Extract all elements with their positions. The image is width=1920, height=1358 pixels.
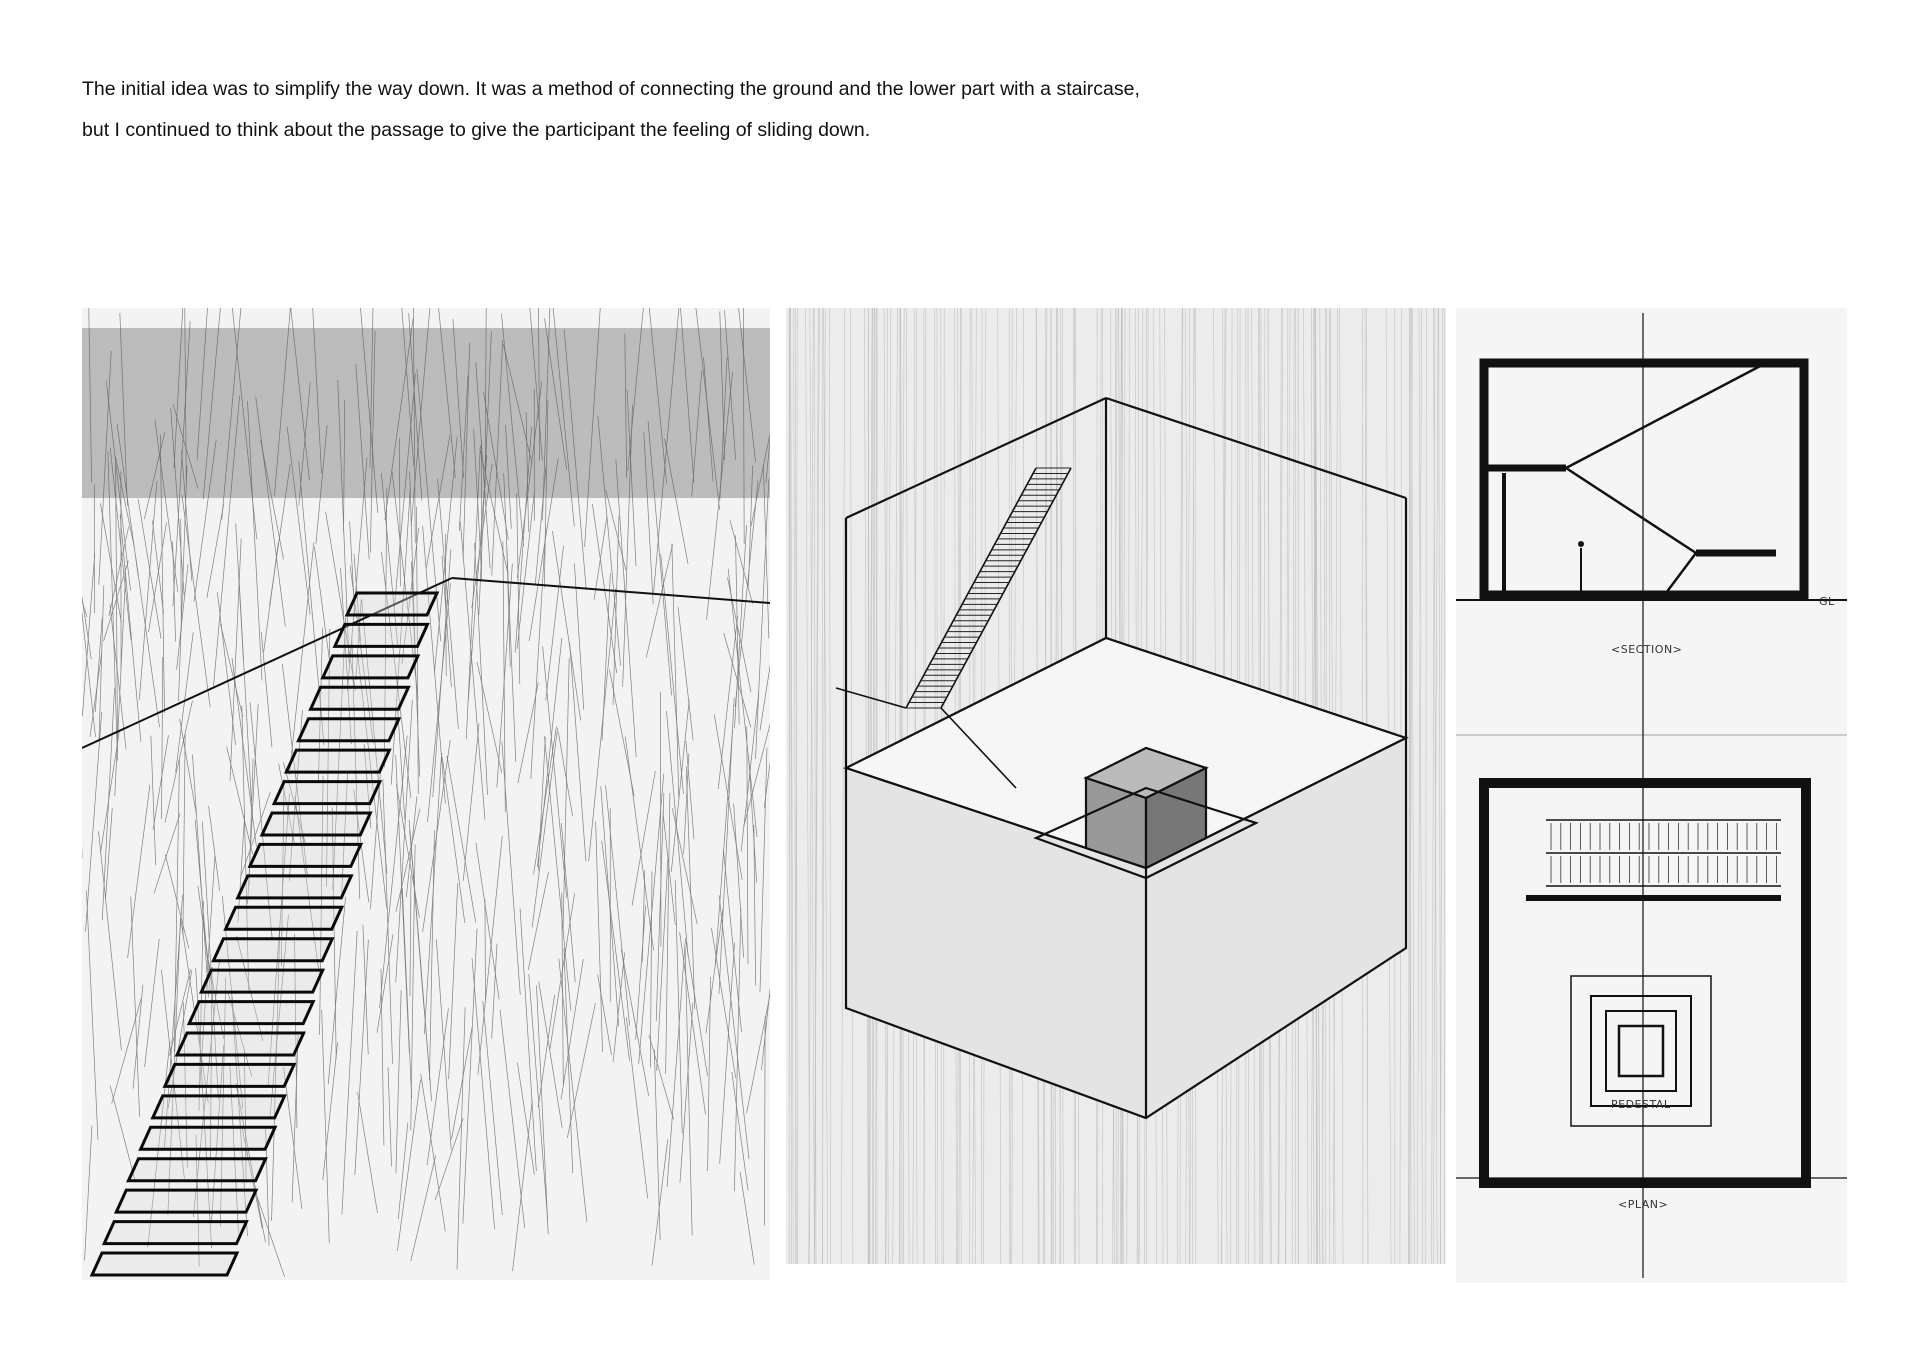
description-text (82, 78, 1382, 142)
section-label: <SECTION> (1611, 643, 1683, 656)
section-plan-drawing (1456, 308, 1847, 1283)
staircase-perspective-sketch (82, 308, 770, 1280)
gl-label: GL (1819, 595, 1835, 608)
section-and-plan-drawings (1456, 308, 1847, 1283)
perspective-drawing (82, 308, 770, 1280)
isometric-drawing (786, 308, 1446, 1264)
staircase-isometric-sketch (786, 308, 1446, 1264)
pedestal-label: PEDESTAL (1611, 1098, 1671, 1111)
description-line-1: The initial idea was to simplify the way down. It was a method of connecting the ground and the lower part with a staircase, (82, 78, 1140, 100)
plan-label: <PLAN> (1618, 1198, 1669, 1211)
description-line-2: but I continued to think about the passage to give the participant the feeling of sliding down. (82, 119, 871, 141)
